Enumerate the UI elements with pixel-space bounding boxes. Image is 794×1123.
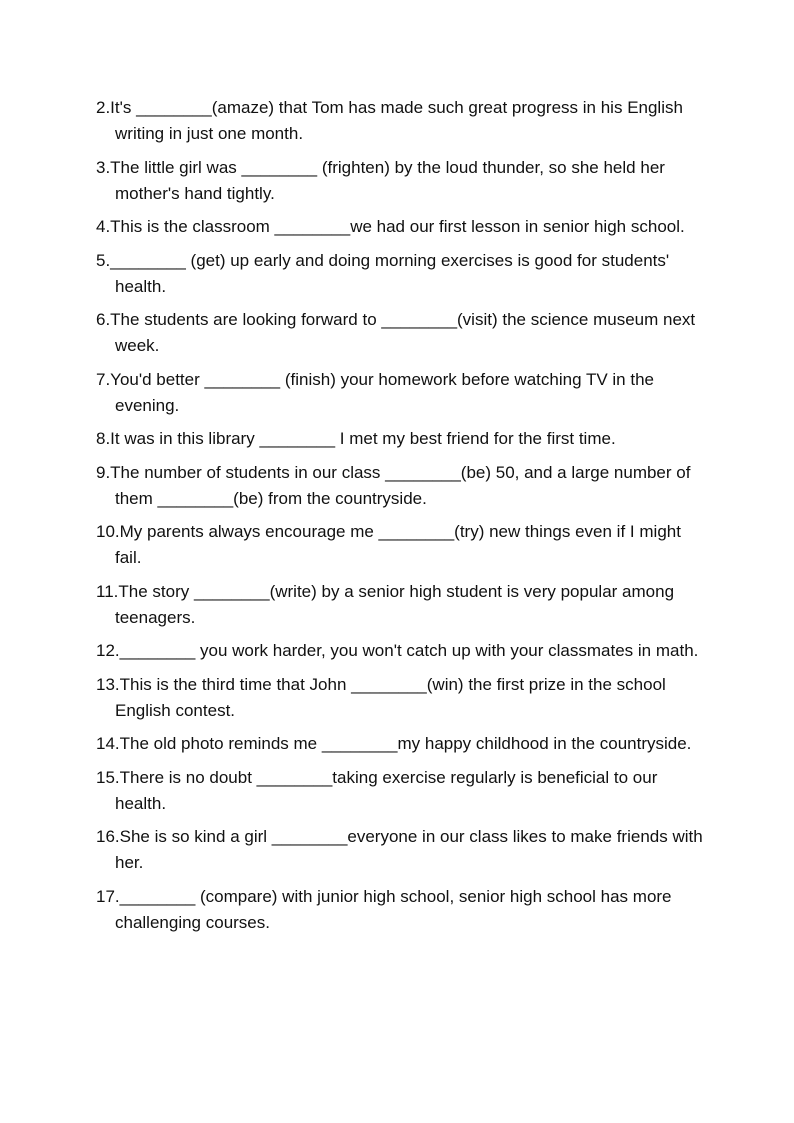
question-text-cont: more challenging courses. xyxy=(115,886,672,932)
question-14 xyxy=(96,731,706,757)
question-5 xyxy=(96,248,706,300)
question-text: 8.It was in this library ________ I met my best friend for the first time. xyxy=(96,429,616,448)
question-text: 5.________ (get) up early and doing morning exercises is good for xyxy=(96,250,597,270)
question-text-cont: school English contest. xyxy=(115,674,666,720)
question-text-cont: countryside. xyxy=(599,734,692,753)
question-text-cont: school. xyxy=(630,217,685,236)
question-text: 14.The old photo reminds me ________my happy childhood in the xyxy=(96,734,596,753)
question-text-cont: her mother's hand tightly. xyxy=(115,157,665,203)
question-text: 12.________ you work harder, you won't catch up with your classmates in xyxy=(96,641,652,660)
question-text: 2.It's ________(amaze) that Tom has made such great progress in his xyxy=(96,98,623,117)
question-7 xyxy=(96,367,706,419)
question-text: 11.The story ________(write) by a senior high student is very popular xyxy=(96,581,618,601)
question-text-cont: friends with her. xyxy=(115,827,703,872)
question-15 xyxy=(96,765,706,817)
question-text: 4.This is the classroom ________we had our first lesson in senior high xyxy=(96,217,627,236)
question-text-cont: math. xyxy=(655,641,699,660)
question-12 xyxy=(96,638,706,664)
question-text-cont: the evening. xyxy=(115,369,654,415)
question-text: 7.You'd better ________ (finish) your homework before watching TV in xyxy=(96,369,626,389)
question-16 xyxy=(96,824,706,876)
question-text: 16.She is so kind a girl ________everyone in our class likes to make xyxy=(96,827,612,846)
question-17 xyxy=(96,884,706,936)
question-text: 3.The little girl was ________ (frighten) by the loud thunder, so she held xyxy=(96,157,636,177)
question-text-cont: students' health. xyxy=(115,250,670,296)
question-13 xyxy=(96,672,706,724)
question-11 xyxy=(96,579,706,631)
question-text-cont: number of them ________(be) from the countryside. xyxy=(115,462,691,508)
question-text-cont: museum next week. xyxy=(115,310,696,355)
question-2 xyxy=(96,95,706,147)
question-text-cont: English writing in just one month. xyxy=(115,98,683,143)
question-4 xyxy=(96,214,706,240)
question-text: 6.The students are looking forward to ________(visit) the science xyxy=(96,310,589,329)
question-text-cont: our health. xyxy=(115,767,658,813)
question-9 xyxy=(96,460,706,512)
question-3 xyxy=(96,155,706,207)
question-6 xyxy=(96,307,706,359)
worksheet-page xyxy=(96,95,706,943)
question-text: 10.My parents always encourage me ________(try) new things even if I xyxy=(96,522,635,541)
question-text: 17.________ (compare) with junior high school, senior high school has xyxy=(96,886,629,906)
question-text: 13.This is the third time that John ________(win) the first prize in the xyxy=(96,674,612,694)
question-10 xyxy=(96,519,706,571)
question-8 xyxy=(96,426,706,452)
question-text-cont: might fail. xyxy=(115,522,681,567)
question-text-cont: among teenagers. xyxy=(115,581,675,627)
question-text: 15.There is no doubt ________taking exercise regularly is beneficial to xyxy=(96,767,629,787)
question-text: 9.The number of students in our class ________(be) 50, and a large xyxy=(96,462,610,482)
